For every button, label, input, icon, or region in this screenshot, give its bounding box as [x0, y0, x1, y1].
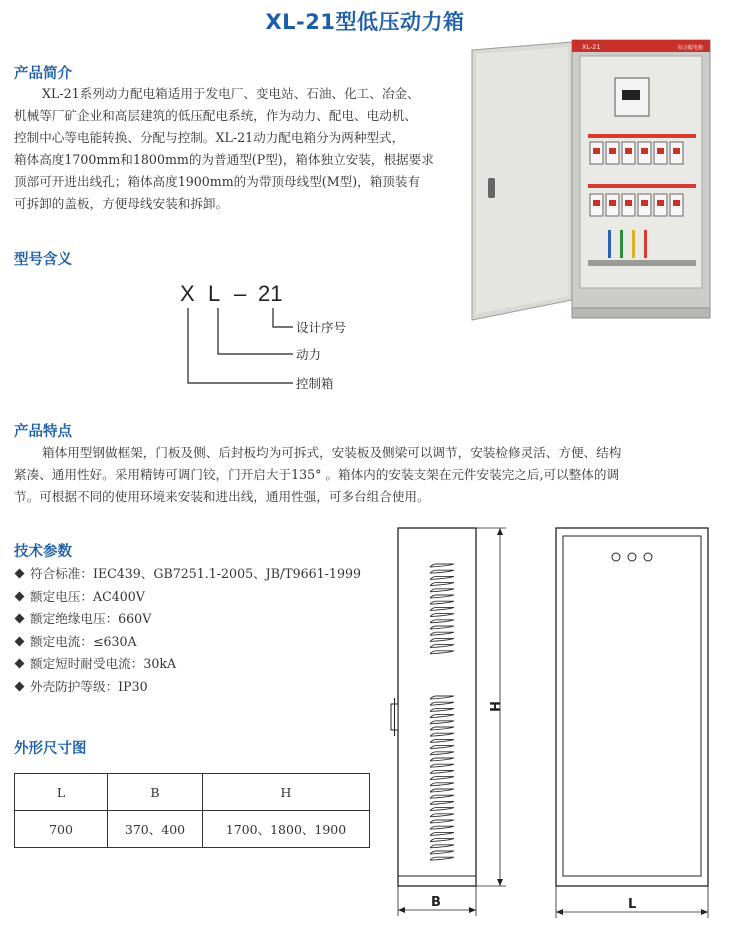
model-diagram-lines: [180, 300, 300, 392]
features-line: 紧凑、通用性好。采用精铸可调门铰，门开启大于135° 。箱体内的安装支架在元件安装完之后,可以整体的调: [14, 467, 620, 482]
model-letter-l: L: [208, 281, 221, 306]
intro-line: XL-21系列动力配电箱适用于发电厂、变电站、石油、化工、冶金、: [42, 86, 420, 101]
table-header-l: L: [15, 774, 108, 811]
indicator-lamp-icon: [628, 553, 636, 561]
product-photo: [470, 38, 715, 328]
dimensions-heading: 外形尺寸图: [14, 741, 87, 757]
table-row: [15, 811, 370, 848]
intro-heading: 产品简介: [14, 66, 72, 82]
model-heading: 型号含义: [14, 252, 72, 268]
table-cell-l: 700: [15, 811, 108, 848]
spec-item: 额定短时耐受电流：30kA: [14, 653, 361, 676]
side-view-drawing: [390, 526, 520, 918]
model-note-control-box: 控制箱: [296, 376, 334, 391]
b-dimension-label: B: [431, 895, 441, 910]
table-header-b: B: [108, 774, 203, 811]
spec-item: 额定绝缘电压：660V: [14, 608, 361, 631]
features-line: 箱体用型钢做框架，门板及侧、后封板均为可拆式，安装板及侧梁可以调节，安装检修灵活、方便、结构: [42, 445, 622, 460]
front-view-drawing: [552, 526, 718, 918]
page-title: XL-21型低压动力箱: [265, 10, 465, 34]
spec-item: 额定电压：AC400V: [14, 586, 361, 609]
front-door-panel: [563, 536, 701, 876]
diamond-bullet-icon: [15, 681, 25, 691]
model-note-design-serial: 设计序号: [296, 320, 347, 335]
table-header-h: H: [203, 774, 370, 811]
specs-list: [14, 563, 361, 698]
photo-label-left: XL-21: [582, 43, 601, 51]
spec-item: 外壳防护等级：IP30: [14, 676, 361, 699]
features-heading: 产品特点: [14, 424, 72, 440]
indicator-lamp-icon: [644, 553, 652, 561]
photo-label-right: 综合配电箱: [678, 45, 704, 51]
diamond-bullet-icon: [15, 569, 25, 579]
intro-paragraph: [14, 83, 464, 215]
intro-line: 机械等厂矿企业和高层建筑的低压配电系统，作为动力、配电、电动机、: [14, 108, 417, 123]
intro-line: 顶部可开进出线孔；箱体高度1900mm的为带顶母线型(M型)，箱顶装有: [14, 174, 421, 189]
intro-line: 可拆卸的盖板，方便母线安装和拆卸。: [14, 196, 229, 211]
model-letter-x: X: [180, 281, 195, 306]
table-header-row: [15, 774, 370, 811]
intro-line: 控制中心等电能转换、分配与控制。XL-21动力配电箱分为两种型式，: [14, 130, 405, 145]
features-line: 节。可根据不同的使用环境来安装和进出线，通用性强，可多台组合使用。: [14, 489, 430, 504]
intro-line: 箱体高度1700mm和1800mm的为普通型(P型)，箱体独立安装，根据要求: [14, 152, 434, 167]
model-note-power: 动力: [296, 347, 322, 362]
model-letter-dash: –: [234, 281, 247, 306]
h-dimension-label: H: [486, 701, 501, 712]
table-cell-h: 1700、1800、1900: [203, 811, 370, 848]
table-cell-b: 370、400: [108, 811, 203, 848]
specs-heading: 技术参数: [14, 544, 72, 560]
model-letter-21: 21: [258, 281, 283, 306]
diamond-bullet-icon: [15, 591, 25, 601]
features-paragraph: [14, 442, 714, 508]
indicator-lamp-icon: [612, 553, 620, 561]
diamond-bullet-icon: [15, 614, 25, 624]
dimensions-table: [14, 773, 370, 848]
diamond-bullet-icon: [15, 659, 25, 669]
l-dimension-label: L: [628, 897, 637, 912]
door-handle: [488, 178, 495, 198]
spec-item: 额定电流：≤630A: [14, 631, 361, 654]
spec-item: 符合标准：IEC439、GB7251.1-2005、JB/T9661-1999: [14, 563, 361, 586]
diamond-bullet-icon: [15, 636, 25, 646]
terminal-strip: [588, 260, 696, 266]
